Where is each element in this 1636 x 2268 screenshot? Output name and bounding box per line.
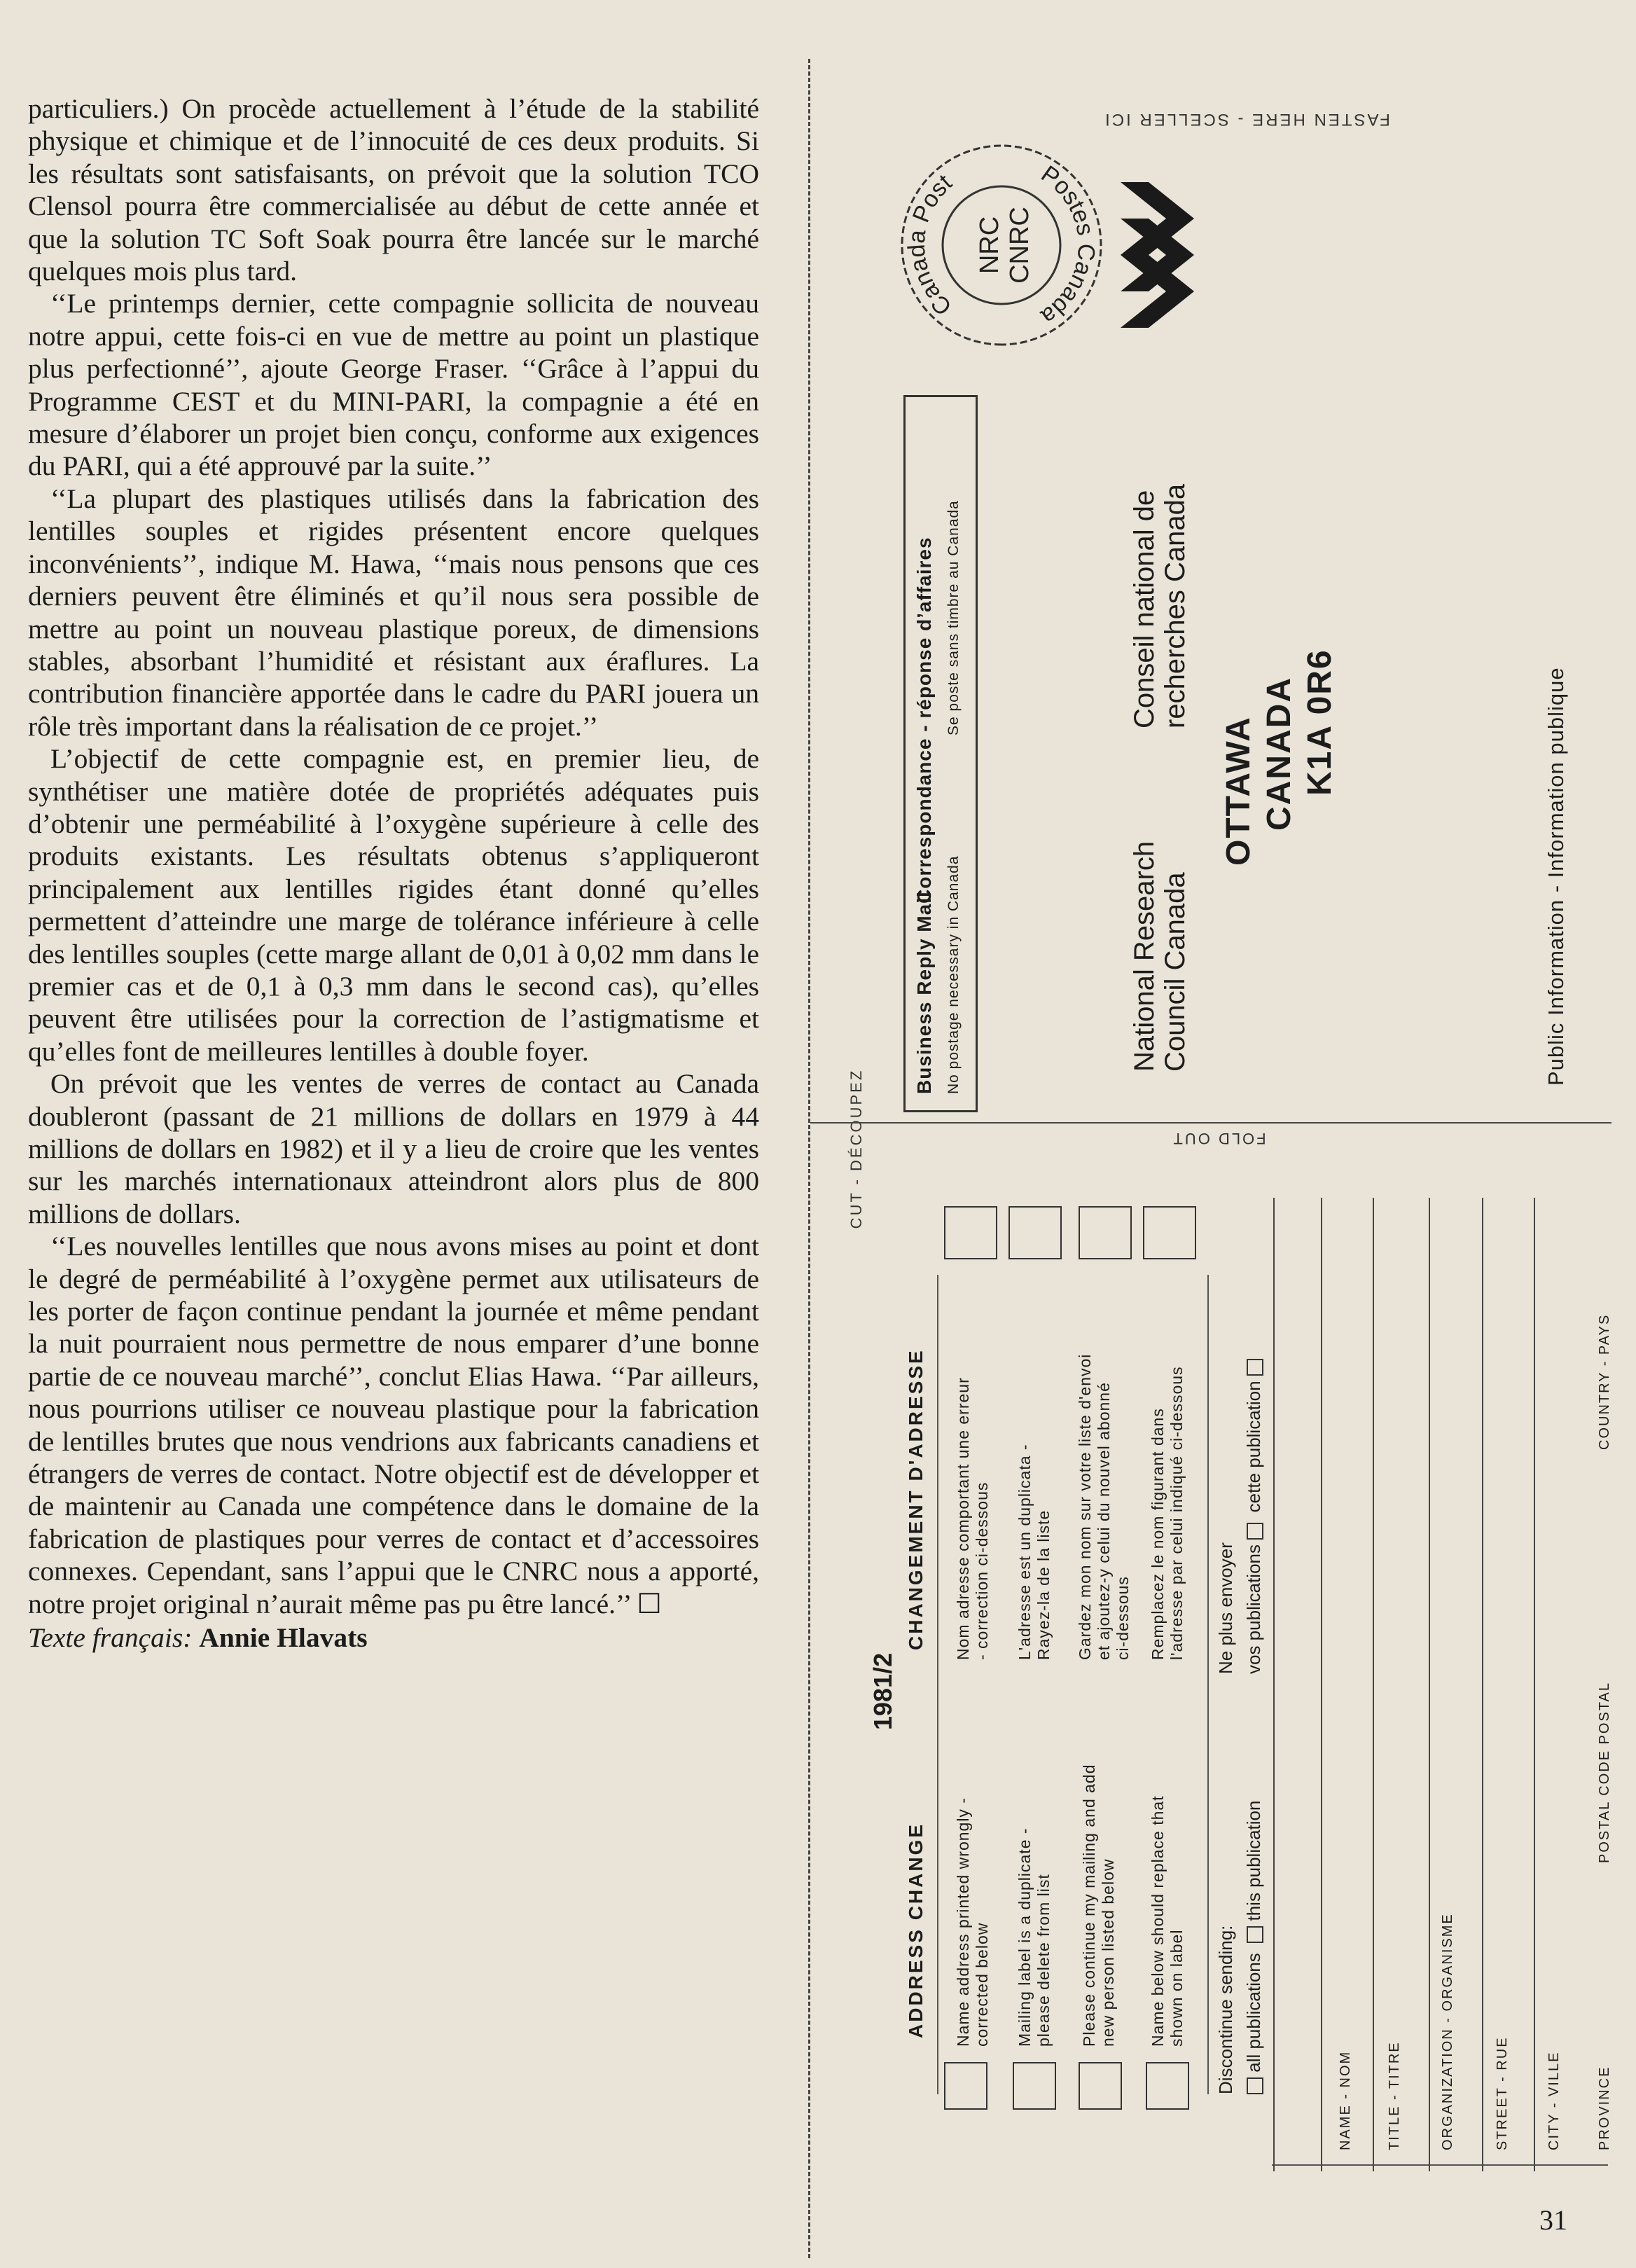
discontinue-fr-options: [1240, 1359, 1268, 1674]
translation-credit: [28, 1622, 759, 1654]
option-2-en: [1015, 1827, 1053, 2047]
cut-label: CUT - DÉCOUPEZ: [847, 1068, 865, 1229]
discontinue-fr-this: cette publication: [1243, 1381, 1264, 1513]
credit-name: Annie Hlavats: [199, 1622, 368, 1654]
addressee-fr: [1129, 484, 1191, 728]
brm-title-fr: Correspondance - réponse d’affaires: [913, 537, 935, 904]
brm-sub-fr: Se poste sans timbre au Canada: [945, 500, 962, 735]
stamp-nrc: NRC: [975, 216, 1004, 275]
option-1-en-line2: corrected below: [973, 1922, 991, 2047]
checkbox-opt1-fr[interactable]: [944, 1206, 997, 1259]
public-info-label: Public Information - Information publique: [1544, 667, 1568, 1086]
fold-line: [810, 1122, 1611, 1123]
field-line-organization[interactable]: [1373, 1198, 1374, 2171]
stamp-ring-top: Postes Canada: [1036, 160, 1100, 331]
chevron-arrows-icon: [1121, 182, 1268, 329]
option-3-fr-line2: et ajoutez-y celui du nouvel abonné: [1095, 1382, 1113, 1660]
checkbox-opt2-en[interactable]: [1013, 2062, 1056, 2110]
field-line-title[interactable]: [1321, 1198, 1322, 2171]
option-4-fr-line2: l'adresse par celui indiqué ci-dessous: [1167, 1366, 1186, 1660]
option-2-fr: [1015, 1444, 1053, 1660]
option-3-en-line1: Please continue my mailing and add: [1080, 1764, 1098, 2047]
field-line-name[interactable]: [1273, 1198, 1275, 2171]
checkbox-opt3-en[interactable]: [1079, 2062, 1122, 2110]
addressee-city: OTTAWA: [1220, 716, 1257, 866]
option-4-en: [1149, 1795, 1186, 2047]
option-1-en: [954, 1797, 992, 2047]
field-label-street: STREET - RUE: [1495, 2036, 1510, 2150]
option-1-en-line1: Name address printed wrongly -: [954, 1797, 972, 2047]
checkbox-opt4-fr[interactable]: [1143, 1206, 1196, 1259]
option-2-fr-line2: Rayez-la de la liste: [1034, 1509, 1053, 1660]
checkbox-opt1-en[interactable]: [944, 2062, 987, 2110]
addressee-fr-line1: Conseil national de: [1129, 490, 1160, 728]
stamp-ring-bottom: Canada Post: [903, 169, 957, 321]
article-paragraph: On prévoit que les ventes de verres de contact au Canada doubleront (passant de 21 millions de dollars en 1979 à 44 millions de dollars en 1982) et il y a lieu de croire que les ventes sur les marchés internationaux atteindront alors plus de 800 millions de dollars.: [28, 1068, 759, 1229]
discontinue-fr-label: Ne plus envoyer: [1215, 1542, 1236, 1674]
field-label-country: COUNTRY - PAYS: [1597, 1313, 1612, 1450]
option-1-fr-line2: - correction ci-dessous: [973, 1481, 991, 1660]
option-3-fr-line1: Gardez mon nom sur votre liste d'envoi: [1076, 1353, 1094, 1660]
field-label-postal: POSTAL CODE POSTAL: [1597, 1681, 1612, 1863]
discontinue-en: [1212, 1801, 1268, 2094]
field-label-title: TITLE - TITRE: [1387, 2041, 1402, 2150]
fasten-label: FASTEN HERE - SCELLER ICI: [1103, 110, 1390, 129]
field-label-province: PROVINCE: [1597, 2066, 1612, 2150]
article-paragraph: L’objectif de cette compagnie est, en premier lieu, de synthétiser une matière dotée de propriétés adéquates puis d’obtenir une perméabilité à l’oxygène supérieure à celle des produits existants. Les résultats obtenus s’appliqueront principalement aux lentilles rigides étant donné qu’elles permettent d’atteindre une marge de tolérance inférieure à celle des lentilles souples (cette marge allant de 0,01 à 0,02 mm dans le premier cas et de 0,1 à 0,3 mm dans le second cas), qu’elles peuvent être utilisées pour la correction de l’astigmatisme et qu’elles font de meilleures lentilles à double foyer.: [28, 743, 759, 1067]
discontinue-en-this: this publication: [1243, 1800, 1264, 1921]
addressee-country: CANADA: [1261, 677, 1298, 831]
field-line-province[interactable]: [1534, 1198, 1535, 2171]
checkbox-opt4-en[interactable]: [1146, 2062, 1189, 2110]
discontinue-fr-all: vos publications: [1243, 1544, 1264, 1674]
field-label-name: NAME - NOM: [1338, 2050, 1353, 2150]
discontinue-fr: [1212, 1359, 1268, 1674]
form-divider: [1207, 1275, 1209, 2094]
brm-title-en: Business Reply Mail: [913, 891, 935, 1094]
credit-label: Texte français:: [28, 1622, 193, 1654]
option-2-en-line2: please delete from list: [1034, 1874, 1053, 2047]
brm-sub-en: No postage necessary in Canada: [945, 855, 962, 1094]
article-paragraph: particuliers.) On procède actuellement à l’étude de la stabilité physique et chimique et de l’innocuité de ces deux produits. Si les résultats sont satisfaisants, on prévoit que la solution TCO Clensol pourra être commercialisée au début de cette année et que la solution TC Soft Soak pourra être lancée sur le marché quelques mois plus tard.: [28, 93, 759, 287]
article-column: [28, 92, 759, 1654]
article-paragraph: ‘‘Les nouvelles lentilles que nous avons mises au point et dont le degré de perméabilité à l’oxygène permet aux utilisateurs de les porter de façon continue pendant la journée et même pendant la nuit pourraient nous permettre de nous emparer d’une bonne partie de ce nouveau marché’’, conclut Elias Hawa. ‘‘Par ailleurs, nous pourrions utiliser ce nouveau plastique pour la fabrication de lentilles brutes que nous vendrions aux fabricants canadiens et étrangers de verres de contact. Notre objectif est de développer et de maintenir au Canada une compétence dans le domaine de la fabrication de plastiques pour verres de contact et d’accessoires connexes. Cependant, sans l’appui que le CNRC nous a apporté, notre projet original n’aurait même pas pu être lancé.’’ ☐: [28, 1231, 759, 1619]
option-2-fr-line1: L'adresse est un duplicata -: [1015, 1444, 1034, 1660]
addressee-city-block: [1219, 649, 1340, 866]
field-label-organization: ORGANIZATION - ORGANISME: [1440, 1913, 1455, 2150]
option-1-fr-line1: Nom adresse comportant une erreur: [954, 1377, 972, 1660]
cut-line: [808, 59, 810, 2258]
option-3-en: [1080, 1764, 1118, 2047]
article-paragraph: ‘‘La plupart des plastiques utilisés dans la fabrication des lentilles souples et rigides présentent encore quelques inconvénients’’, indique M. Hawa, ‘‘mais nous pensons que ces derniers peuvent être éliminés et qu’il nous sera possible de mettre au point un nouveau plastique poreux, de dimensions stables, absorbant l’humidité et résistant aux éraflures. La contribution financière apportée dans le cadre du PARI jouera un rôle très important dans la réalisation de ce projet.’’: [28, 483, 759, 742]
discontinue-en-all: all publications: [1243, 1953, 1264, 2073]
option-3-en-line2: new person listed below: [1099, 1858, 1117, 2047]
addressee-en-line2: Council Canada: [1160, 872, 1191, 1072]
discontinue-en-label: Discontinue sending:: [1215, 1925, 1236, 2094]
option-4-en-line2: shown on label: [1167, 1929, 1186, 2047]
article-paragraph: ‘‘Le printemps dernier, cette compagnie sollicita de nouveau notre appui, cette fois-ci en vue de mettre au point un plastique plus perfectionné’’, ajoute George Fraser. ‘‘Grâce à l’appui du Programme CEST et du MINI-PARI, la compagnie a été en mesure d’élaborer un projet bien conçu, conforme aux exigences du PARI, qui a été approuvé par la suite.’’: [28, 288, 759, 482]
option-4-en-line1: Name below should replace that: [1149, 1795, 1167, 2047]
checkbox-opt3-fr[interactable]: [1079, 1206, 1132, 1259]
checkbox-all-publications-en[interactable]: [1247, 2077, 1263, 2094]
option-4-fr-line1: Remplacez le nom figurant dans: [1149, 1408, 1167, 1660]
checkbox-this-publication-fr[interactable]: [1247, 1359, 1263, 1376]
addressee-en: [1129, 841, 1191, 1072]
option-3-fr: [1076, 1354, 1132, 1660]
postal-stamp: [896, 140, 1107, 350]
form-divider: [937, 1275, 938, 2094]
field-line-street[interactable]: [1429, 1198, 1430, 2171]
discontinue-en-options: [1240, 1801, 1268, 2094]
page-number: 31: [1539, 2204, 1567, 2236]
checkbox-this-publication-en[interactable]: [1247, 1926, 1263, 1943]
form-bottom-rule: [1272, 2164, 1608, 2166]
fold-label: FOLD OUT: [1171, 1130, 1266, 1147]
form-year: 1981/2: [868, 1652, 897, 1730]
form-heading-en: ADDRESS CHANGE: [905, 1822, 927, 2038]
addressee-postal: K1A 0R6: [1301, 649, 1338, 796]
field-label-city: CITY - VILLE: [1546, 2051, 1562, 2150]
form-heading-fr: CHANGEMENT D'ADRESSE: [905, 1348, 927, 1650]
field-line-city[interactable]: [1482, 1198, 1483, 2171]
option-3-fr-line3: ci-dessous: [1114, 1576, 1132, 1660]
option-4-fr: [1149, 1366, 1186, 1660]
stamp-cnrc: CNRC: [1005, 207, 1034, 284]
checkbox-all-publications-fr[interactable]: [1247, 1523, 1263, 1540]
option-2-en-line1: Mailing label is a duplicate -: [1015, 1827, 1034, 2047]
addressee-fr-line2: recherches Canada: [1160, 483, 1191, 728]
addressee-en-line1: National Research: [1129, 841, 1160, 1072]
checkbox-opt2-fr[interactable]: [1008, 1206, 1062, 1259]
option-1-fr: [954, 1377, 992, 1660]
